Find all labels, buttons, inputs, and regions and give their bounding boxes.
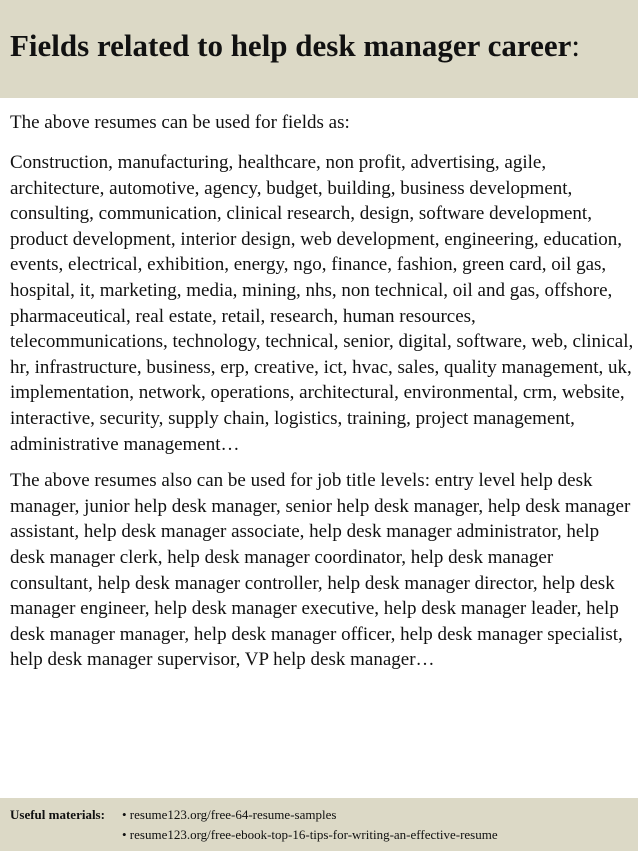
footer-row-1 (10, 805, 638, 825)
useful-materials-label-colon: : (100, 807, 105, 822)
footer-bar (0, 798, 638, 851)
page-title-text: Fields related to help desk manager career (10, 28, 572, 63)
footer-link-resume-samples[interactable]: • resume123.org/free-64-resume-samples (122, 807, 337, 822)
main-content (10, 110, 634, 684)
footer-label-spacer (10, 825, 122, 845)
footer-row-2 (10, 825, 638, 845)
footer-link-ebook-tips[interactable]: • resume123.org/free-ebook-top-16-tips-for-writing-an-effective-resume (122, 827, 498, 842)
useful-materials-label-text: Useful materials (10, 807, 101, 822)
page-title-colon: : (571, 28, 580, 63)
fields-paragraph: Construction, manufacturing, healthcare, non profit, advertising, agile, architecture, automotive, agency, budget, building, business development, consulting, communication, clinical research, design, software development, product development, interior design, web development, engineering, education, events, electrical, exhibition, energy, ngo, finance, fashion, green card, oil gas, hospital, it, marketing, media, mining, nhs, non technical, oil and gas, offshore, pharmaceutical, real estate, retail, research, human resources, telecommunications, technology, technical, senior, digital, software, web, clinical, hr, infrastructure, business, erp, creative, ict, hvac, sales, quality management, uk, implementation, network, operations, architectural, environmental, crm, website, interactive, security, supply chain, logistics, training, project management, administrative management… (10, 152, 634, 455)
useful-materials-label (10, 805, 122, 825)
job-levels-paragraph: The above resumes also can be used for job title levels: entry level help desk manager, junior help desk manager, senior help desk manager, help desk manager assistant, help desk manager associate, help desk manager administrator, help desk manager clerk, help desk manager coordinator, help desk manager consultant, help desk manager controller, help desk manager director, help desk manager engineer, help desk manager executive, help desk manager leader, help desk manager manager, help desk manager officer, help desk manager specialist, help desk manager supervisor, VP help desk manager… (10, 470, 631, 671)
intro-text: The above resumes can be used for fields as: (10, 112, 350, 133)
title-bar (0, 0, 638, 98)
page-title (10, 28, 638, 64)
